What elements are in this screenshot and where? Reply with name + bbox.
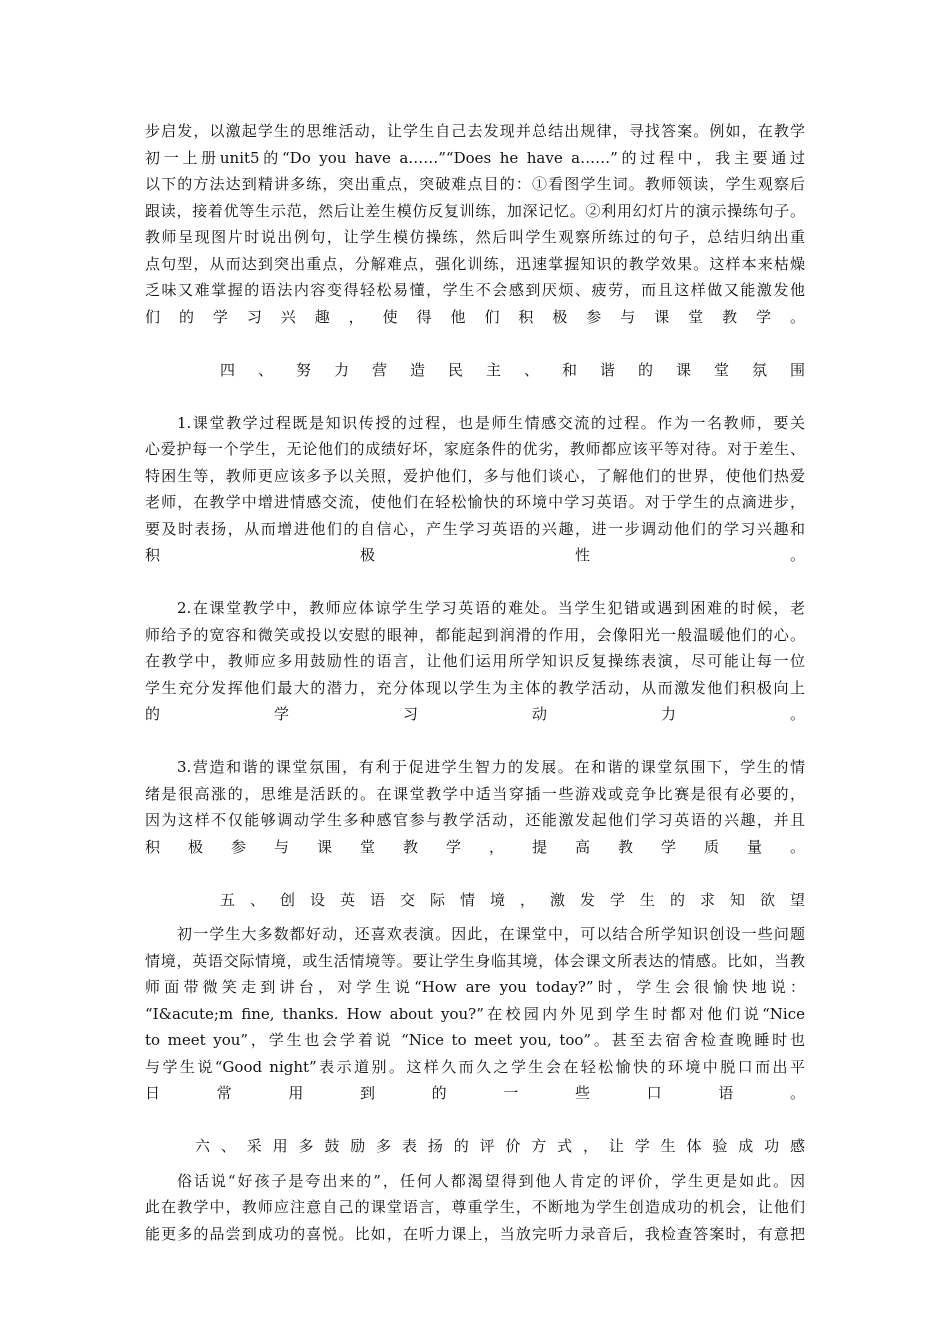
text-line: 1.课堂教学过程既是知识传授的过程，也是师生情感交流的过程。作为一名教师，要关	[177, 413, 805, 432]
text-line: 初一上册unit5的“Do you have a……”“Does he have a……”的过程中，我主要通过	[145, 148, 805, 167]
text-line: 师面带微笑走到讲台，对学生说“How are you today?”时，学生会很愉快地说：	[145, 978, 805, 996]
text-line: 初一学生大多数都好动，还喜欢表演。因此，在课堂中，可以结合所学知识创设一些问题	[177, 925, 805, 943]
text-line: 日 常 用 到 的 一 些 口 语 。	[145, 1084, 805, 1102]
text-line: 心爱护每一个学生，无论他们的成绩好坏，家庭条件的优劣，教师都应该平等对待。对于差生、	[145, 440, 805, 458]
text-line: 积 极 性 。	[145, 546, 805, 564]
text-line: 3.营造和谐的课堂氛围，有利于促进学生智力的发展。在和谐的课堂氛围下，学生的情	[177, 758, 805, 776]
text-line: 的 学 习 动 力 。	[145, 705, 805, 723]
text-line: 与学生说“Good night”表示道别。这样久而久之学生会在轻松愉快的环境中脱口而出平	[145, 1057, 805, 1076]
text-line: 绪是很高涨的，思维是活跃的。在课堂教学中适当穿插一些游戏或竞争比赛是很有必要的，	[145, 784, 805, 803]
paragraph	[145, 595, 805, 728]
text-line: 步启发，以激起学生的思维活动，让学生自己去发现并总结出规律，寻找答案。例如，在教学	[145, 122, 805, 140]
text-line: 教师呈现图片时说出例句，让学生模仿操练，然后叫学生观察所练过的句子，总结归纳出重	[145, 228, 805, 246]
text-line: 老师，在教学中增进情感交流，使他们在轻松愉快的环境中学习英语。对于学生的点滴进步，	[145, 493, 805, 511]
paragraph	[145, 1168, 805, 1248]
text-line: 能更多的品尝到成功的喜悦。比如，在听力课上，当放完听力录音后，我检查答案时，有意把	[145, 1224, 805, 1243]
paragraph	[145, 410, 805, 569]
text-line: 师给予的宽容和微笑或投以安慰的眼神，都能起到润滑的作用，会像阳光一般温暖他们的心。	[145, 625, 805, 644]
text-line: “I&acute;m fine, thanks. How about you?”在校园内外见到学生时都对他们说“Nice	[145, 1004, 805, 1023]
text-line: 以下的方法达到精讲多练，突出重点，突破难点目的：①看图学生词。教师领读，学生观察后	[145, 175, 805, 193]
section-heading: 六 、 采 用 多 鼓 励 多 表 扬 的 评 价 方 式 ， 让 学 生 体 验 成 功 感	[195, 1137, 805, 1155]
text-line: 特困生等，教师更应该多予以关照，爱护他们，多与他们谈心，了解他们的世界，使他们热爱	[145, 466, 805, 485]
section-heading: 五 、 创 设 英 语 交 际 情 境 ， 激 发 学 生 的 求 知 欲 望	[220, 890, 805, 909]
text-line: 此在教学中，教师应注意自己的课堂语言，尊重学生，不断地为学生创造成功的机会，让他们	[145, 1198, 805, 1216]
text-line: 积 极 参 与 课 堂 教 学 ， 提 高 教 学 质 量 。	[145, 837, 805, 856]
text-line: 点句型，从而达到突出重点，分解难点，强化训练，迅速掌握知识的教学效果。这样本来枯燥	[145, 254, 805, 273]
paragraph	[145, 754, 805, 860]
document-page	[145, 118, 805, 1247]
section-heading: 四 、 努 力 营 造 民 主 、 和 谐 的 课 堂 氛 围	[220, 360, 805, 379]
text-line: 跟读，接着优等生示范，然后让差生模仿反复训练，加深记忆。②利用幻灯片的演示操练句子。	[145, 201, 805, 220]
paragraph	[145, 921, 805, 1107]
text-line: 们 的 学 习 兴 趣 ， 使 得 他 们 积 极 参 与 课 堂 教 学 。	[145, 307, 805, 326]
paragraph	[145, 118, 805, 330]
text-line: 2.在课堂教学中，教师应体谅学生学习英语的难处。当学生犯错或遇到困难的时候，老	[177, 599, 805, 617]
text-line: 情境，英语交际情境，或生活情境等。要让学生身临其境，体会课文所表达的情感。比如，当教	[145, 951, 805, 970]
text-line: 要及时表扬，从而增进他们的自信心，产生学习英语的兴趣，进一步调动他们的学习兴趣和	[145, 519, 805, 538]
text-line: 在教学中，教师应多用鼓励性的语言，让他们运用所学知识反复操练表演，尽可能让每一位	[145, 652, 805, 670]
text-line: 因为这样不仅能够调动学生多种感官参与教学活动，还能激发起他们学习英语的兴趣，并且	[145, 811, 805, 829]
text-line: 乏味又难掌握的语法内容变得轻松易懂，学生不会感到厌烦、疲劳，而且这样做又能激发他	[145, 281, 805, 299]
text-line: to meet you”，学生也会学着说 “Nice to meet you, too”。甚至去宿舍检查晚睡时也	[145, 1031, 805, 1049]
text-line: 俗话说“好孩子是夸出来的”，任何人都渴望得到他人肯定的评价，学生更是如此。因	[177, 1171, 805, 1190]
text-line: 学生充分发挥他们最大的潜力，充分体现以学生为主体的教学活动，从而激发他们积极向上	[145, 678, 805, 697]
